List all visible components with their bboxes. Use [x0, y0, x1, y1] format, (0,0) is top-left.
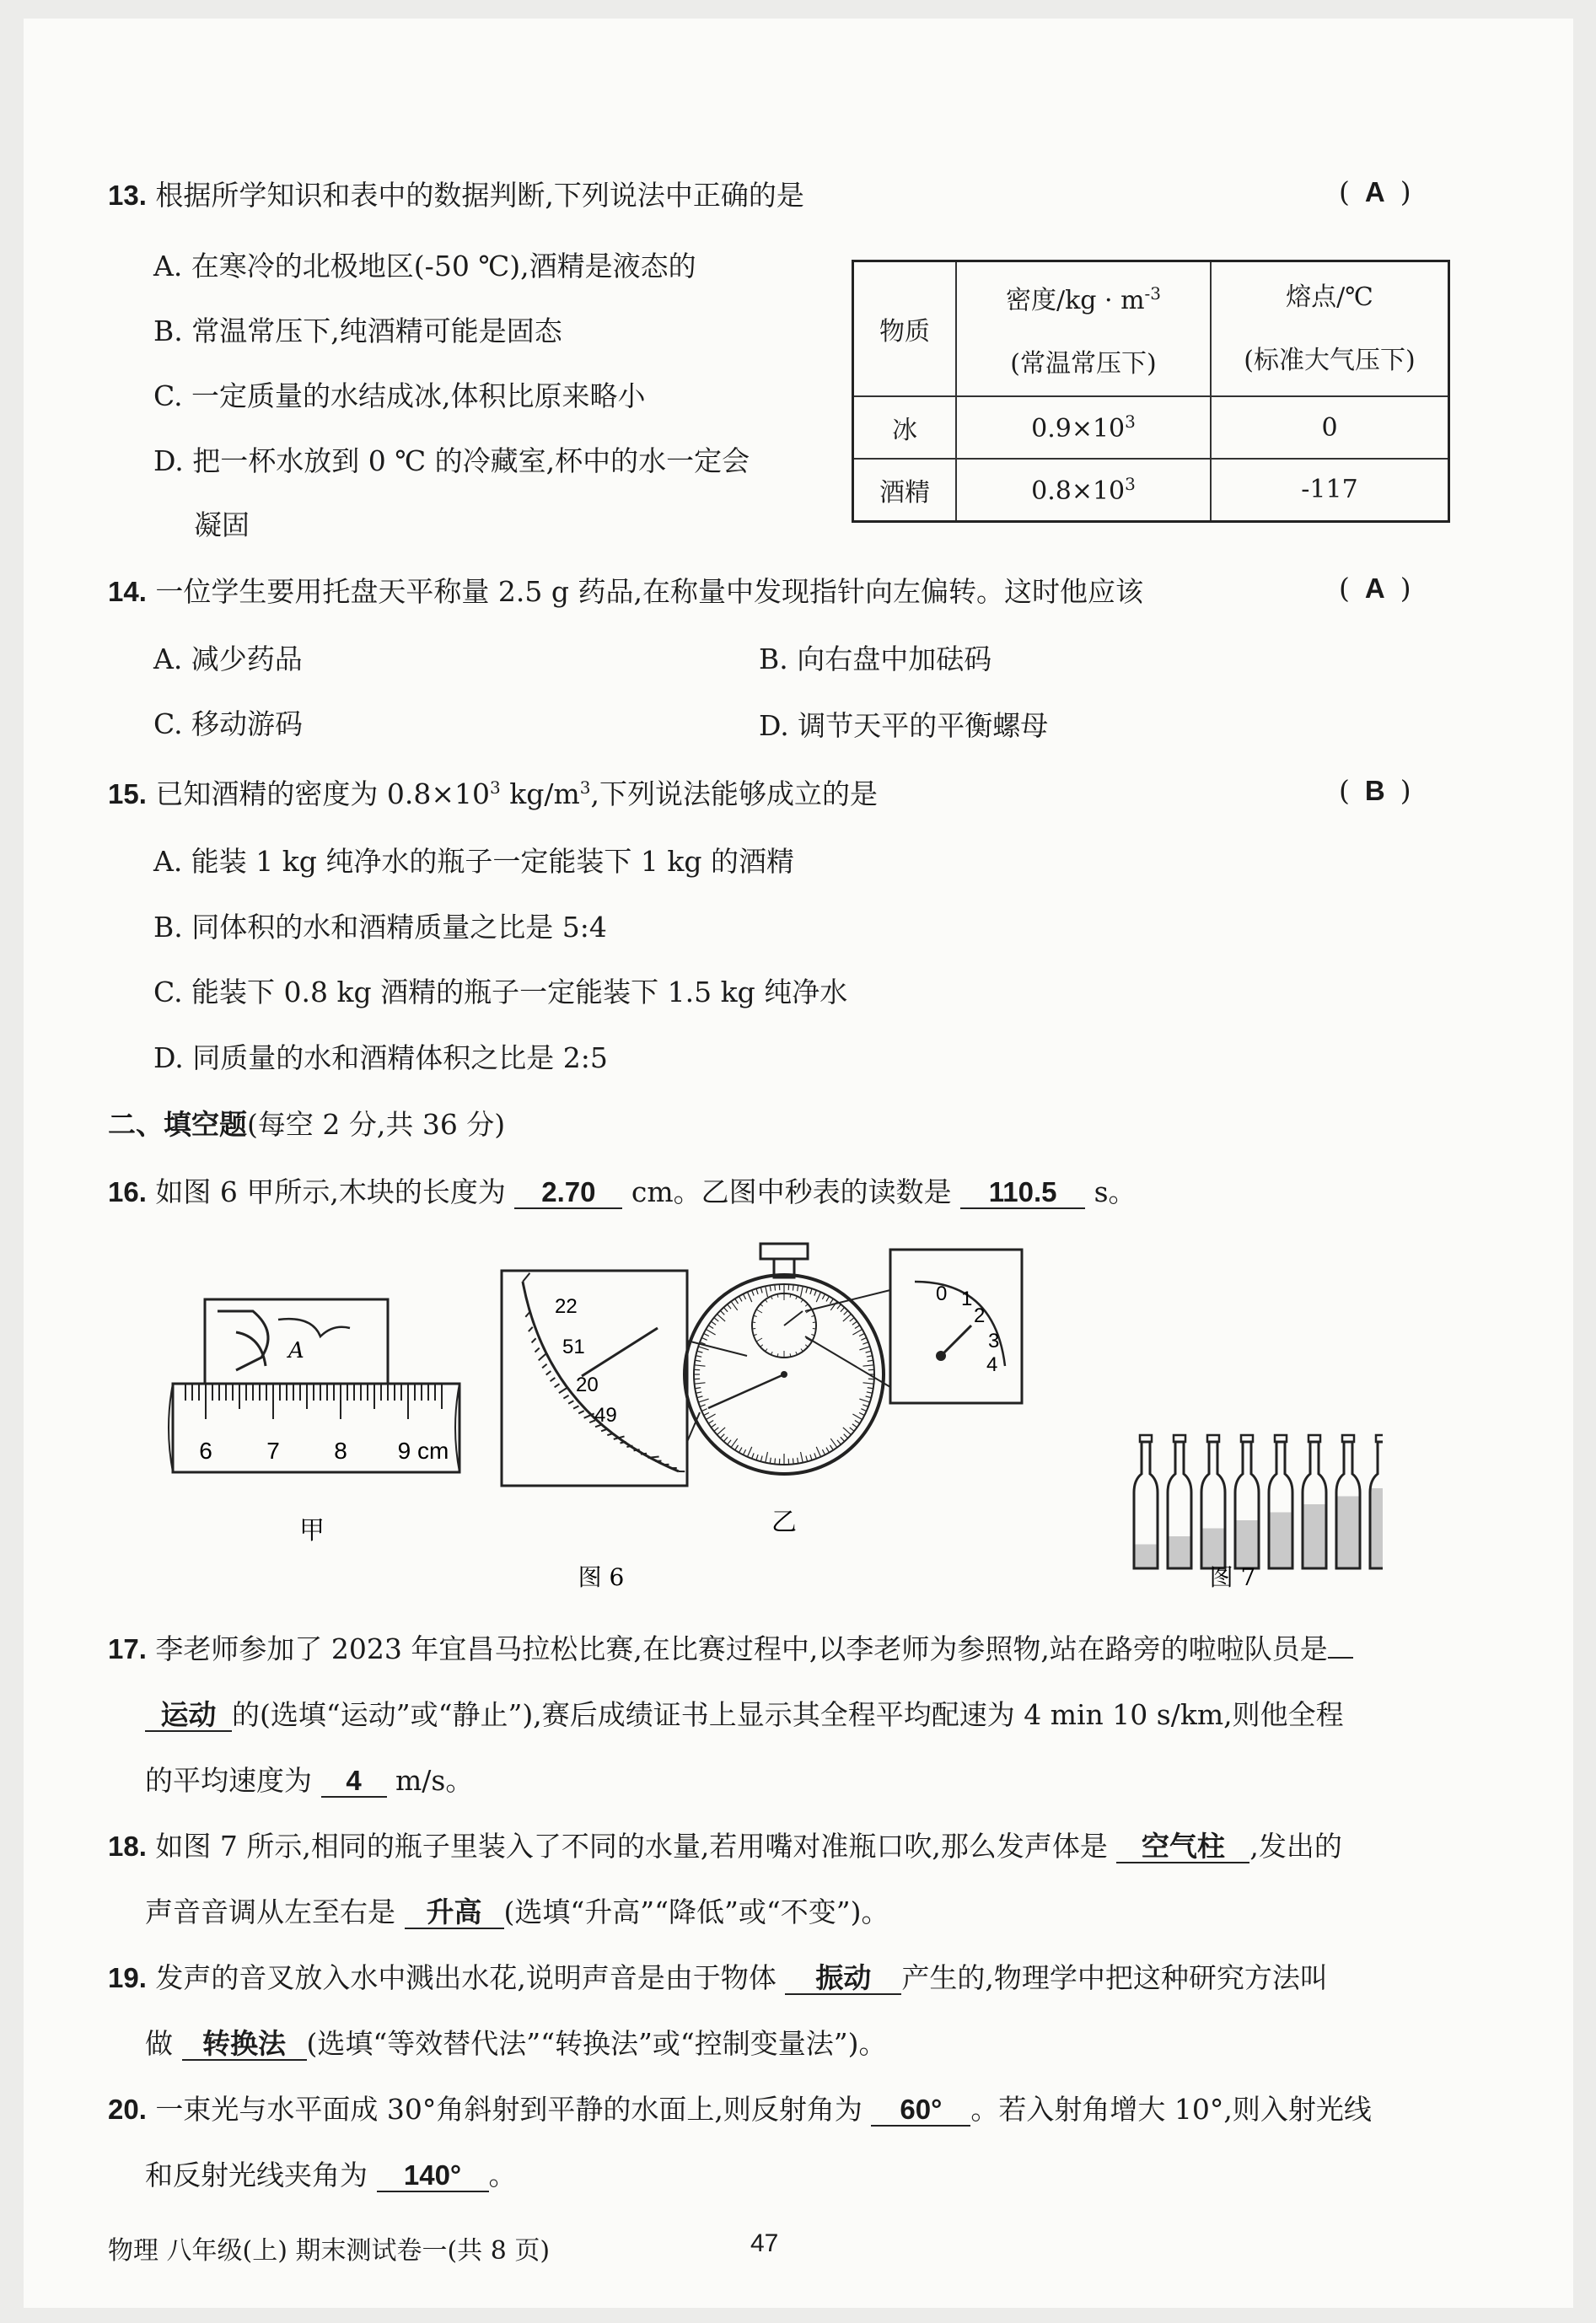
dial-tick: [701, 1409, 707, 1412]
dial-tick: [862, 1405, 868, 1407]
q14-option-d: D. 调节天平的平衡螺母: [759, 709, 1049, 742]
dial-tick: [720, 1434, 724, 1438]
q15-stem: 15. 已知酒精的密度为 $0.8\times 10^3$ $kg/m^3$,下列说法能够成立的是: [108, 777, 878, 810]
zoom-pointer: [582, 1328, 658, 1376]
dial-tick: [867, 1356, 873, 1357]
dial-tick: [698, 1347, 708, 1350]
subdial-pointer: [941, 1326, 971, 1356]
subdial-label-0: 0: [936, 1282, 948, 1305]
dial-tick: [822, 1294, 825, 1299]
dial-tick: [830, 1445, 833, 1450]
dial-tick: [735, 1299, 739, 1304]
subdial-tick: [801, 1299, 803, 1302]
q14-stem-text: 一位学生要用托盘天平称量 2.5 g 药品,在称量中发现指针向左偏转。这时他应该: [155, 575, 1143, 608]
dial-tick: [855, 1326, 860, 1329]
dial-tick: [826, 1296, 830, 1301]
zoom-label-51: 51: [562, 1336, 585, 1358]
dial-tick: [766, 1286, 768, 1297]
bottle-mouth: [1241, 1435, 1253, 1442]
dial-tick: [756, 1455, 758, 1460]
dial-tick: [775, 1458, 776, 1464]
zoom-tick: [607, 1433, 613, 1435]
subdial-tick: [756, 1338, 762, 1342]
bottle-water: [1237, 1520, 1258, 1568]
q18-blank-pitch: 升高: [405, 1898, 504, 1929]
q14-option-c: C. 移动游码: [153, 707, 304, 740]
dial-tick: [717, 1428, 725, 1435]
q20-blank-angle: 140°: [377, 2161, 489, 2192]
section-heading: 二、填空题(每空 2 分,共 36 分): [108, 1108, 506, 1141]
table-row2-name: 酒精: [853, 459, 957, 521]
table-header-substance: 物质: [853, 261, 957, 397]
dial-tick: [723, 1437, 728, 1441]
dial-tick: [704, 1333, 709, 1336]
dial-tick: [806, 1456, 808, 1462]
subdial-tick: [766, 1299, 767, 1302]
q15-option-a: A. 能装 1 kg 纯净水的瓶子一定能装下 1 kg 的酒精: [153, 845, 794, 878]
zoom-tick: [542, 1364, 547, 1369]
figures-area: [152, 1231, 1383, 1602]
zoom-tick: [601, 1429, 607, 1431]
footer-info: 物理 八年级(上) 期末测试卷一(共 8 页): [108, 2236, 551, 2266]
figure7-caption: 图 7: [1209, 1563, 1256, 1591]
dial-tick: [859, 1399, 869, 1402]
q13-stem-text: 根据所学知识和表中的数据判断,下列说法中正确的是: [155, 179, 804, 212]
q15-option-c: C. 能装下 0.8 kg 酒精的瓶子一定能装下 1.5 kg 纯净水: [153, 976, 848, 1008]
dial-tick: [760, 1288, 762, 1293]
dial-tick: [700, 1405, 706, 1407]
subdial-label-4: 4: [986, 1353, 998, 1376]
dial-tick: [752, 1453, 755, 1459]
dial-tick: [696, 1392, 701, 1393]
dial-tick: [806, 1288, 808, 1293]
dial-tick: [714, 1428, 718, 1431]
dial-tick: [844, 1310, 848, 1315]
dial-tick: [739, 1296, 743, 1301]
zoom-tick: [559, 1387, 568, 1393]
table-header-melting: 熔点/℃ (标准大气压下): [1211, 261, 1449, 397]
dial-tick: [697, 1351, 703, 1352]
ruler-figure: [169, 1299, 459, 1546]
zoom-tick: [532, 1338, 536, 1342]
bottle: [1303, 1435, 1326, 1568]
zoom-label-20: 20: [576, 1374, 599, 1396]
dial-tick: [810, 1455, 812, 1460]
dial-tick: [708, 1420, 713, 1423]
stopwatch-crown: [760, 1244, 808, 1259]
subdial-label-3: 3: [988, 1330, 1000, 1352]
bottle-mouth: [1342, 1435, 1354, 1442]
dial-tick: [743, 1449, 745, 1455]
dial-tick: [859, 1333, 864, 1336]
ruler-ticks: [185, 1384, 442, 1419]
dial-tick: [756, 1288, 758, 1294]
dial-tick: [747, 1292, 751, 1302]
ruler-label-7: 7: [266, 1438, 280, 1464]
q17-blank-start: [1328, 1657, 1353, 1659]
figure-label-yi: 乙: [771, 1508, 797, 1537]
q19-line1: 19. 发声的音叉放入水中溅出水花,说明声音是由于物体 振动 产生的,物理学中把这种研究方法叫: [108, 1961, 1328, 1994]
bottle-water: [1372, 1488, 1384, 1568]
zoom-tick: [626, 1446, 632, 1447]
zoom-scale-arc: [523, 1282, 679, 1471]
q14-option-a: A. 减少药品: [153, 643, 303, 675]
ruler-label-8: 8: [334, 1438, 347, 1464]
subdial-tick: [805, 1304, 808, 1307]
q13-answer-bracket: ( A ): [1339, 175, 1411, 208]
subdial-tick: [760, 1345, 763, 1347]
dial-tick: [698, 1399, 708, 1402]
dial-tick: [826, 1448, 830, 1453]
q17-line1: 17. 李老师参加了 2023 年宜昌马拉松比赛,在比赛过程中,以李老师为参照物,站在路旁的啦啦队员是: [108, 1627, 1353, 1667]
figure6-caption: 图 6: [578, 1563, 625, 1591]
dial-tick: [731, 1438, 738, 1448]
q20-line2: 和反射光线夹角为 140° 。: [145, 2159, 517, 2191]
bottle: [1235, 1435, 1259, 1568]
dial-tick: [770, 1285, 771, 1291]
q18-number: 18.: [108, 1831, 147, 1862]
dial-tick: [696, 1356, 701, 1357]
dial-tick: [868, 1360, 873, 1361]
dial-tick: [708, 1326, 713, 1329]
q17-line3: 的平均速度为 4 m/s。: [145, 1764, 474, 1797]
dial-tick: [816, 1447, 820, 1457]
ruler-label-9: 9 cm: [397, 1438, 449, 1464]
q16-blank-stopwatch: 110.5: [960, 1178, 1085, 1209]
bottle: [1370, 1435, 1383, 1568]
q13-number: 13.: [108, 180, 147, 211]
q13-option-a: A. 在寒冷的北极地区(-50 ℃),酒精是液态的: [153, 250, 696, 282]
dial-tick: [850, 1318, 854, 1321]
bottle-water: [1136, 1545, 1157, 1569]
dial-tick: [711, 1424, 716, 1428]
bottle-mouth: [1309, 1435, 1320, 1442]
dial-tick: [706, 1414, 715, 1420]
block-wood-grain: [218, 1311, 268, 1370]
dial-tick: [711, 1321, 716, 1325]
q15-answer: B: [1364, 775, 1385, 806]
minute-hand: [784, 1311, 803, 1326]
dial-tick: [852, 1330, 862, 1336]
q14-answer-bracket: ( A ): [1339, 572, 1411, 605]
q14-answer: A: [1364, 573, 1385, 604]
q13-option-b: B. 常温常压下,纯酒精可能是固态: [153, 315, 562, 347]
dial-tick: [701, 1337, 707, 1340]
dial-tick: [801, 1286, 803, 1297]
bottles-figure: [1134, 1435, 1383, 1568]
dial-tick: [862, 1342, 868, 1345]
dial-tick: [735, 1445, 739, 1450]
table-row1-name: 冰: [853, 396, 957, 459]
dial-tick: [775, 1285, 776, 1291]
dial-tick: [859, 1347, 869, 1350]
q13-answer: A: [1364, 176, 1385, 207]
table-row2-density: $0.8\times 10^3$: [956, 459, 1211, 521]
dial-tick: [801, 1452, 803, 1463]
dial-tick: [852, 1424, 857, 1428]
dial-tick: [844, 1434, 848, 1438]
stopwatch-center: [781, 1371, 787, 1378]
dial-tick: [697, 1396, 703, 1398]
q19-blank-method: 转换法: [182, 2030, 307, 2061]
dial-tick: [859, 1412, 864, 1415]
q19-line2: 做 转换法 (选填“等效替代法”“转换法”或“控制变量法”)。: [145, 2027, 887, 2060]
stopwatch-figure: [502, 1244, 1022, 1537]
q14-stem: [108, 570, 1143, 610]
dial-tick: [717, 1314, 725, 1321]
zoom-ticks: [523, 1273, 685, 1471]
q16-line: 16. 如图 6 甲所示,木块的长度为 2.70 cm。乙图中秒表的读数是 110.5 s。: [108, 1175, 1137, 1208]
subdial-tick: [760, 1304, 763, 1307]
q14-option-b: B. 向右盘中加砝码: [759, 643, 992, 675]
bottle-water: [1304, 1504, 1325, 1568]
figure-label-jia: 甲: [299, 1516, 325, 1546]
bottle: [1134, 1435, 1158, 1568]
bottle-mouth: [1207, 1435, 1219, 1442]
q20-line1: 20. 一束光与水平面成 30°角斜射到平静的水面上,则反射角为 60° 。若入射角增大 10°,则入射光线: [108, 2093, 1372, 2126]
dial-tick: [766, 1452, 768, 1463]
zoom-tick: [568, 1401, 573, 1404]
block-label: A: [288, 1338, 304, 1363]
q15-option-b: B. 同体积的水和酒精质量之比是 5:4: [153, 911, 607, 944]
zoom-tick: [525, 1312, 529, 1316]
zoom-tick: [539, 1353, 547, 1361]
zoom-tick: [551, 1378, 556, 1381]
q17-line2: 运动 的(选填“运动”或“静止”),赛后成绩证书上显示其全程平均配速为 4 min 10 s/km,则他全程: [145, 1693, 1344, 1733]
zoom-tick: [555, 1384, 560, 1387]
dial-tick: [747, 1447, 751, 1457]
q19-blank-vibration: 振动: [785, 1964, 901, 1995]
dial-tick: [830, 1299, 833, 1304]
dial-tick: [706, 1330, 715, 1336]
dial-tick: [841, 1437, 845, 1441]
zoom-tick: [634, 1449, 640, 1450]
bottle: [1336, 1435, 1360, 1568]
zoom-tick: [573, 1406, 578, 1408]
table-row2-melting: -117: [1211, 459, 1449, 521]
dial-tick: [695, 1365, 706, 1366]
block-wood-grain-2: [278, 1319, 350, 1336]
zoom-tick: [578, 1411, 583, 1413]
q18-line1: 18. 如图 7 所示,相同的瓶子里装入了不同的水量,若用嘴对准瓶口吹,那么发声体是 空气柱 ,发出的: [108, 1830, 1342, 1863]
q15-number: 15.: [108, 778, 147, 809]
dial-tick: [830, 1438, 837, 1448]
dial-tick: [868, 1388, 873, 1389]
subdial-tick: [805, 1345, 808, 1347]
dial-tick: [695, 1383, 706, 1384]
dial-tick: [852, 1321, 857, 1325]
q15-answer-bracket: ( B ): [1339, 774, 1411, 807]
q18-line2: 声音音调从左至右是 升高 (选填“升高”“降低”或“不变”)。: [145, 1896, 889, 1928]
dial-tick: [843, 1314, 852, 1321]
table-header-density: 密度$/kg \cdot m^{-3}$ (常温常压下): [956, 261, 1211, 397]
dial-tick: [850, 1428, 854, 1431]
q15-option-d: D. 同质量的水和酒精体积之比是 2:5: [153, 1041, 608, 1074]
q13-data-table: [852, 260, 1450, 523]
bottle-mouth: [1140, 1435, 1152, 1442]
dial-tick: [841, 1307, 845, 1311]
dial-tick: [866, 1351, 872, 1352]
subdial-tick: [801, 1349, 803, 1352]
q13-option-d-cont: 凝固: [194, 508, 250, 541]
dial-tick: [752, 1290, 755, 1296]
q18-blank-source: 空气柱: [1116, 1832, 1249, 1863]
zoom-label-22: 22: [555, 1295, 578, 1318]
bottle: [1168, 1435, 1191, 1568]
dial-tick: [862, 1365, 873, 1366]
dial-tick: [866, 1396, 872, 1398]
q13-option-d: D. 把一杯水放到 0 ℃ 的冷藏室,杯中的水一定会: [153, 444, 750, 477]
q20-number: 20.: [108, 2094, 147, 2125]
bottle-mouth: [1275, 1435, 1287, 1442]
dial-tick: [723, 1307, 728, 1311]
subdial-tick: [756, 1309, 762, 1313]
bottle-water: [1271, 1513, 1292, 1569]
dial-tick: [867, 1392, 873, 1393]
q19-number: 19.: [108, 1962, 147, 1993]
zoom-tick: [529, 1327, 533, 1331]
zoom-tick: [655, 1460, 661, 1461]
dial-tick: [837, 1304, 841, 1309]
dial-tick: [695, 1388, 701, 1389]
table-row1-melting: 0: [1211, 396, 1449, 459]
zoom-tick: [535, 1348, 540, 1352]
subdial-label-2: 2: [974, 1304, 986, 1327]
dial-tick: [837, 1440, 841, 1444]
bottle: [1269, 1435, 1292, 1568]
q16-number: 16.: [108, 1176, 147, 1207]
second-hand: [708, 1374, 784, 1408]
q17-blank-motion: 运动: [145, 1701, 232, 1732]
q13-stem: [108, 174, 804, 213]
zoom-tick: [523, 1273, 529, 1282]
dial-tick: [822, 1449, 825, 1455]
bottle: [1201, 1435, 1225, 1568]
dial-tick: [862, 1383, 873, 1384]
dial-tick: [855, 1420, 860, 1423]
q14-number: 14.: [108, 576, 147, 607]
ruler-label-6: 6: [199, 1438, 212, 1464]
q17-blank-speed: 4: [321, 1766, 387, 1798]
dial-tick: [743, 1294, 745, 1299]
dial-tick: [695, 1360, 701, 1361]
subdial-label-1: 1: [961, 1288, 973, 1310]
q13-option-c: C. 一定质量的水结成冰,体积比原来略小: [153, 379, 646, 412]
bottle-water: [1203, 1529, 1224, 1569]
zoom-tick: [641, 1454, 647, 1455]
dial-tick: [861, 1409, 866, 1412]
dial-tick: [731, 1301, 738, 1310]
zoom-tick: [563, 1395, 568, 1399]
subdial-tick: [766, 1349, 767, 1352]
dial-tick: [861, 1337, 866, 1340]
dial-tick: [720, 1310, 724, 1315]
q20-blank-reflection-angle: 60°: [871, 2095, 970, 2127]
dial-tick: [814, 1290, 817, 1296]
dial-tick: [728, 1304, 731, 1309]
dial-tick: [852, 1414, 862, 1420]
bottle-mouth: [1174, 1435, 1185, 1442]
bottle-water: [1338, 1497, 1359, 1569]
zoom-tick: [648, 1457, 658, 1458]
dial-tick: [770, 1458, 771, 1464]
dial-tick: [728, 1440, 731, 1444]
dial-tick: [816, 1292, 820, 1302]
dial-tick: [739, 1448, 743, 1453]
subdial-zoom-box: [890, 1250, 1022, 1403]
dial-tick: [843, 1428, 852, 1435]
subdial-leader-top: [805, 1290, 890, 1311]
dial-tick: [810, 1288, 812, 1294]
dial-tick: [814, 1453, 817, 1459]
table-row1-density: $0.9\times 10^3$: [956, 396, 1211, 459]
dial-tick: [714, 1318, 718, 1321]
bottle-mouth: [1376, 1435, 1383, 1442]
page-number: 47: [750, 2229, 779, 2257]
zoom-tick: [546, 1371, 551, 1374]
dial-tick: [704, 1412, 709, 1415]
dial-tick: [760, 1456, 762, 1462]
q17-number: 17.: [108, 1633, 147, 1664]
q16-blank-length: 2.70: [514, 1178, 622, 1209]
bottle-water: [1169, 1536, 1190, 1568]
zoom-label-49: 49: [594, 1404, 617, 1427]
